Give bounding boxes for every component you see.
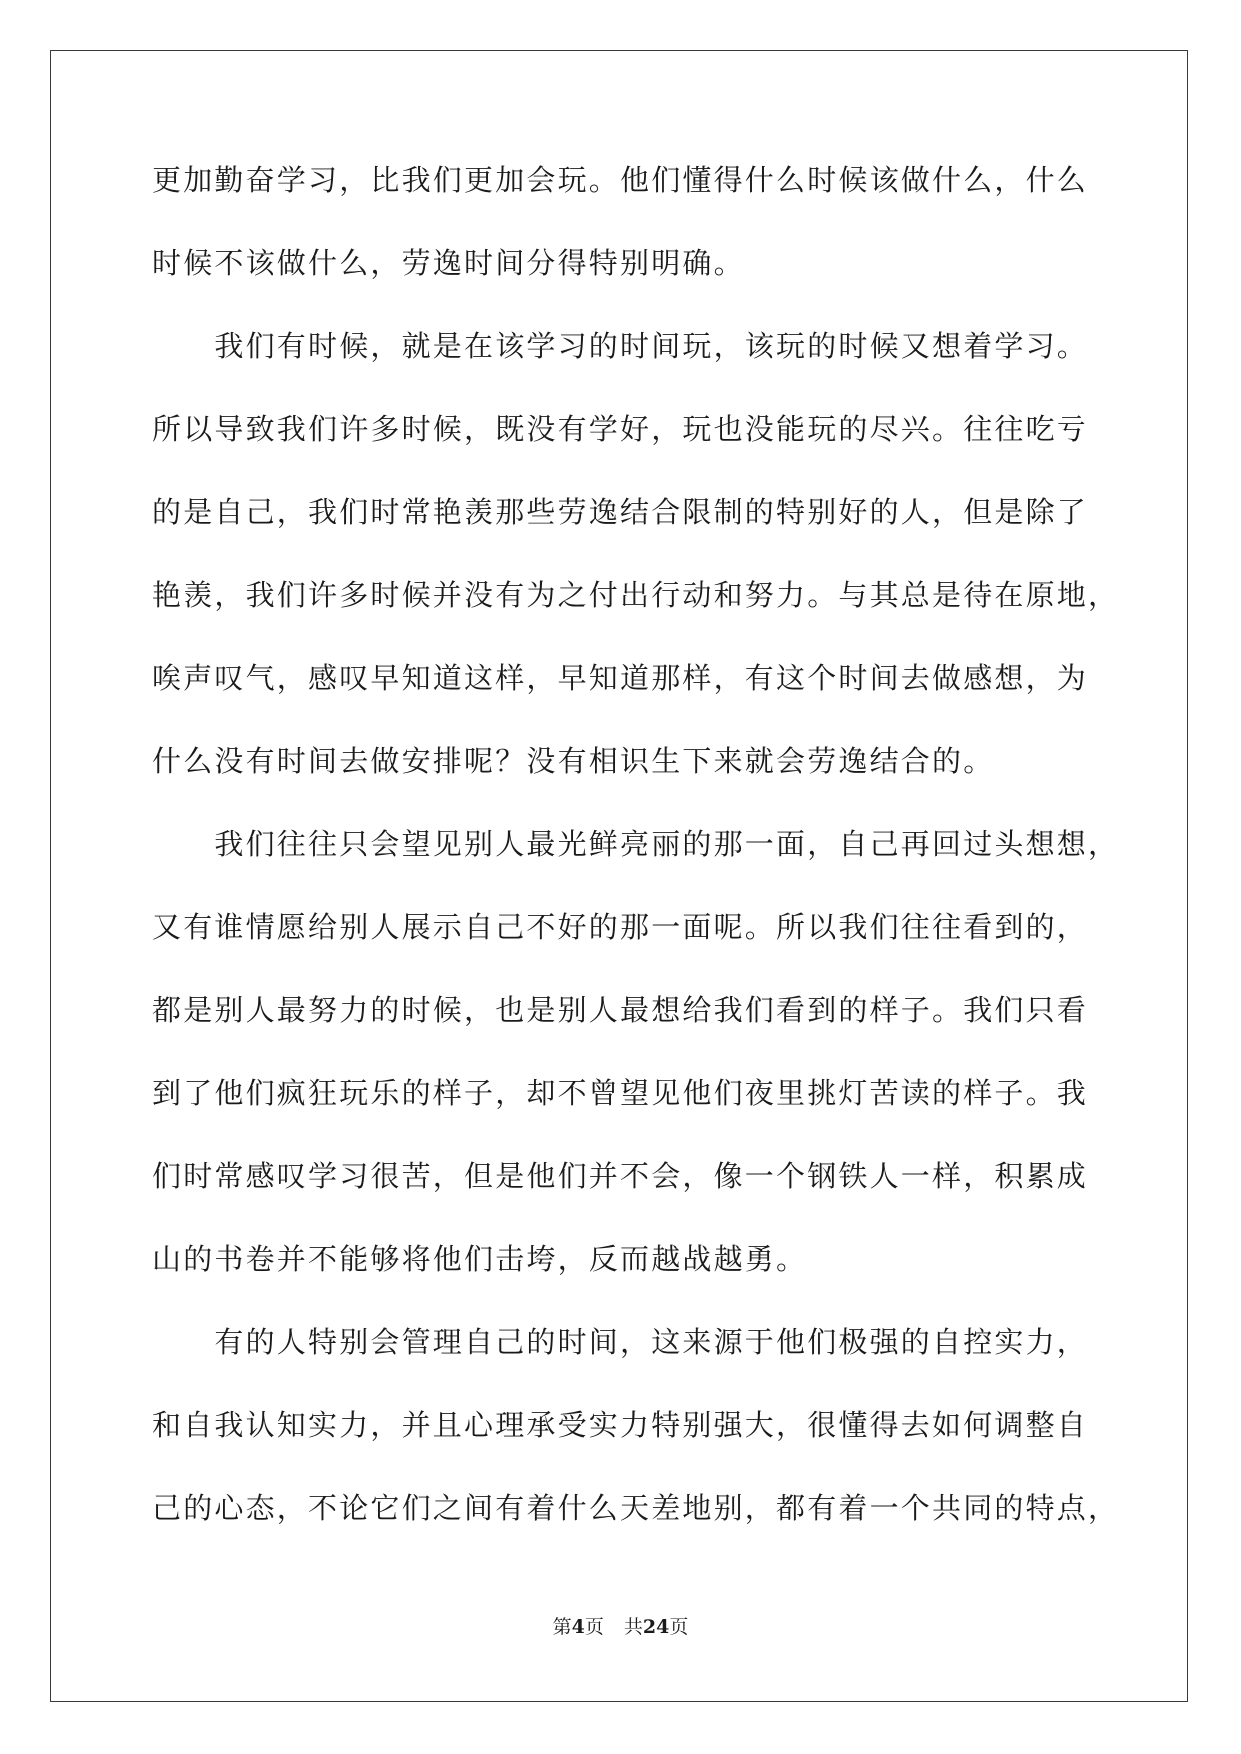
total-prefix: 共: [623, 1616, 643, 1638]
text-line: 又有谁情愿给别人展示自己不好的那一面呢。所以我们往往看到的，: [152, 910, 1089, 944]
document-body: [152, 160, 1120, 1571]
total-suffix: 页: [669, 1616, 689, 1638]
text-line: 我们有时候，就是在该学习的时间玩，该玩的时候又想着学习。: [152, 329, 1089, 363]
page-footer: [0, 1612, 1241, 1639]
text-line: 时候不该做什么，劳逸时间分得特别明确。: [152, 246, 745, 280]
text-line: 到了他们疯狂玩乐的样子，却不曾望见他们夜里挑灯苦读的样子。我: [152, 1076, 1089, 1110]
text-line: 的是自己，我们时常艳羡那些劳逸结合限制的特别好的人，但是除了: [152, 495, 1089, 529]
page-number: 4: [571, 1616, 585, 1638]
total-pages: 24: [642, 1616, 670, 1638]
text-line: 艳羡，我们许多时候并没有为之付出行动和努力。与其总是待在原地，: [152, 578, 1120, 612]
text-line: 什么没有时间去做安排呢？没有相识生下来就会劳逸结合的。: [152, 744, 995, 778]
text-line: 都是别人最努力的时候，也是别人最想给我们看到的样子。我们只看: [152, 993, 1089, 1027]
text-line: 山的书卷并不能够将他们击垮，反而越战越勇。: [152, 1242, 808, 1276]
text-line: 更加勤奋学习，比我们更加会玩。他们懂得什么时候该做什么，什么: [152, 163, 1089, 197]
text-line: 有的人特别会管理自己的时间，这来源于他们极强的自控实力，: [152, 1325, 1089, 1359]
text-line: 我们往往只会望见别人最光鲜亮丽的那一面，自己再回过头想想，: [152, 827, 1120, 861]
page-suffix: 页: [584, 1616, 604, 1638]
page-prefix: 第: [552, 1616, 572, 1638]
text-line: 唉声叹气，感叹早知道这样，早知道那样，有这个时间去做感想，为: [152, 661, 1089, 695]
text-line: 所以导致我们许多时候，既没有学好，玩也没能玩的尽兴。往往吃亏: [152, 412, 1089, 446]
text-line: 和自我认知实力，并且心理承受实力特别强大，很懂得去如何调整自: [152, 1408, 1089, 1442]
text-line: 们时常感叹学习很苦，但是他们并不会，像一个钢铁人一样，积累成: [152, 1159, 1089, 1193]
text-line: 己的心态，不论它们之间有着什么天差地别，都有着一个共同的特点，: [152, 1491, 1120, 1525]
